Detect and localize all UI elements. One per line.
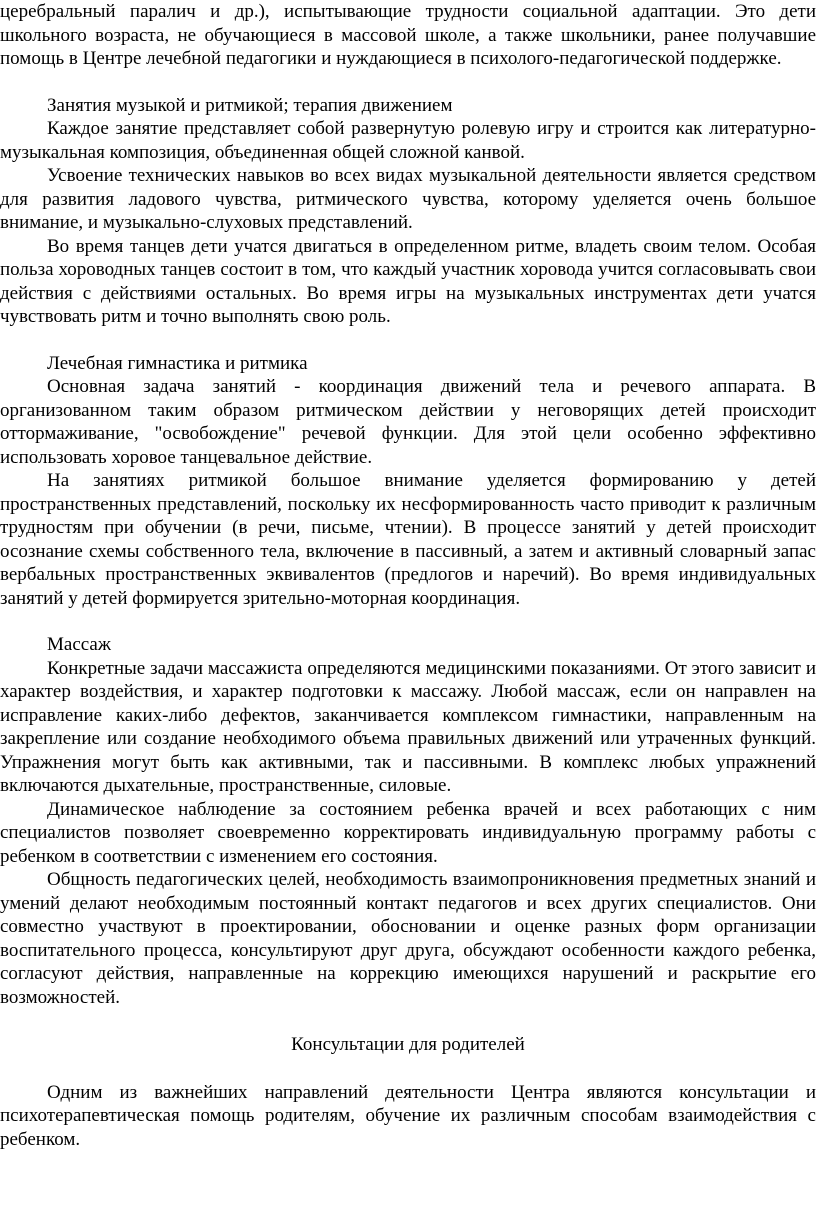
- spacer: [0, 1009, 816, 1033]
- paragraph: Усвоение технических навыков во всех видах музыкальной деятельности является средством для развития ладового чувства, ритмического чувства, которому уделяется очень большое внимание, и музыкально-слуховых представлений.: [0, 165, 816, 233]
- section-heading-gymnastics: Лечебная гимнастика и ритмика: [47, 352, 308, 374]
- paragraph: Одним из важнейших направлений деятельности Центра являются консультации и психотерапевтическая помощь родителям, обучение их различным способам взаимодействия с ребенком.: [0, 1081, 816, 1150]
- section-heading-parents: Консультации для родителей: [291, 1034, 525, 1055]
- paragraph: Динамическое наблюдение за состоянием ребенка врачей и всех работающих с ним специалистов позволяет своевременно корректировать индивидуальную программу работы с ребенком в соответствии с изменением его состояния.: [0, 798, 816, 867]
- paragraph: На занятиях ритмикой большое внимание уделяется формированию у детей пространственных представлений, поскольку их несформированность часто приводит к различным трудностям при обучении (в речи, письме, чтении). В процессе занятий у детей происходит осознание схемы собственного тела, включение в пассивный, а затем и активный словарный запас вербальных пространственных эквивалентов (предлогов и наречий). Во время индивидуальных занятий у детей формируется зрительно-моторная координация.: [0, 470, 816, 609]
- paragraph: Конкретные задачи массажиста определяются медицинскими показаниями. От этого зависит и характер воздействия, и характер подготовки к массажу. Любой массаж, если он направлен на исправление каких-либо дефектов, заканчивается комплексом гимнастики, направленным на закрепление или создание необходимого объема правильных движений или утраченных функций. Упражнения могут быть как активными, так и пассивными. В комплекс любых упражнений включаются дыхательные, пространственные, силовые.: [0, 657, 816, 796]
- spacer: [0, 71, 816, 94]
- paragraph: Каждое занятие представляет собой развернутую ролевую игру и строится как литературно-музыкальная композиция, объединенная общей сложной канвой.: [0, 118, 816, 163]
- section-heading-massage: Массаж: [47, 634, 111, 655]
- spacer: [0, 1057, 816, 1081]
- paragraph: Во время танцев дети учатся двигаться в определенном ритме, владеть своим телом. Особая польза хороводных танцев состоит в том, что каждый участник хоровода учится согласовывать свои действия с действиями остальных. Во время игры на музыкальных инструментах дети учатся чувствовать ритм и точно выполнять свою роль.: [0, 235, 816, 327]
- spacer: [0, 329, 816, 352]
- spacer: [0, 610, 816, 633]
- paragraph: Общность педагогических целей, необходимость взаимопроникновения предметных знаний и умений делают необходимым постоянный контакт педагогов и всех других специалистов. Они совместно участвуют в проектировании, обосновании и оценке разных форм организации воспитательного процесса, консультируют друг друга, обсуждают особенности каждого ребенка, согласуют действия, направленные на коррекцию имеющихся нарушений и раскрытие его возможностей.: [0, 869, 816, 1008]
- paragraph-continued: церебральный паралич и др.), испытывающие трудности социальной адаптации. Это дети школьного возраста, не обучающиеся в массовой школе, а также школьники, ранее получавшие помощь в Центре лечебной педагогики и нуждающиеся в психолого-педагогической поддержке.: [0, 1, 816, 69]
- section-heading-music: Занятия музыкой и ритмикой; терапия движением: [47, 94, 453, 116]
- paragraph: Основная задача занятий - координация движений тела и речевого аппарата. В организованном таким образом ритмическом действии у неговорящих детей происходит оттормаживание, "освобождение" речевой функции. Для этой цели особенно эффективно использовать хоровое танцевальное действие.: [0, 376, 816, 468]
